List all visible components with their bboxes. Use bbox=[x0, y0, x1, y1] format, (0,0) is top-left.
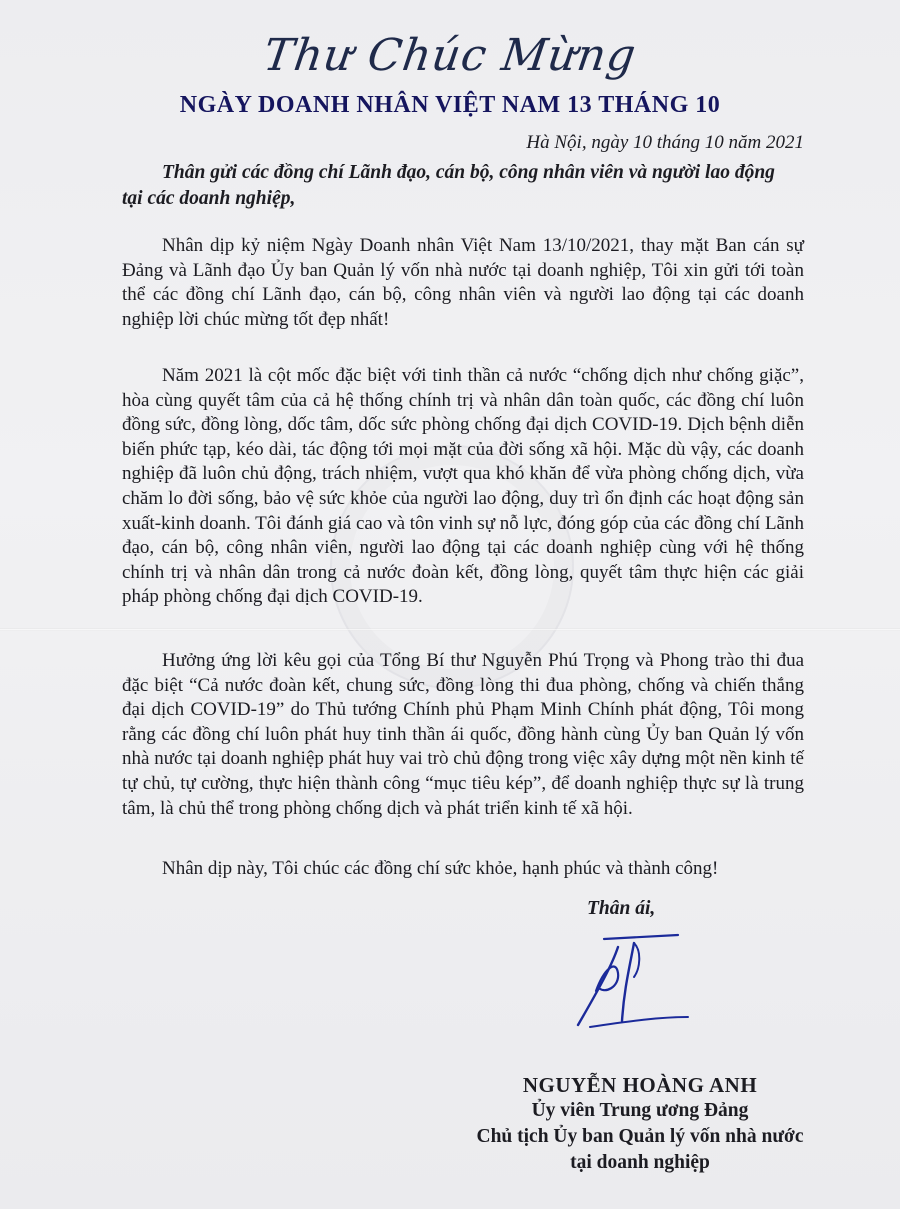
paragraph-2-text: Năm 2021 là cột mốc đặc biệt với tinh thần cả nước “chống dịch như chống giặc”, hòa cùng quyết tâm của cả hệ thống chính trị và nhân dân toàn quốc, các đồng chí luôn đồng sức, đồng lòng, dốc tâm, dốc sức phòng chống đại dịch COVID-19. Dịch bệnh diễn biến phức tạp, kéo dài, tác động tới mọi mặt của đời sống xã hội. Mặc dù vậy, các doanh nghiệp đã luôn chủ động, trách nhiệm, vượt qua khó khăn để vừa phòng chống dịch, vừa chăm lo đời sống, bảo vệ sức khỏe của người lao động, duy trì ổn định các hoạt động sản xuất-kinh doanh. Tôi đánh giá cao và tôn vinh sự nỗ lực, đóng góp của các đồng chí Lãnh đạo, cán bộ, công nhân viên, người lao động tại các doanh nghiệp cùng với hệ thống chính trị và nhân dân trong cả nước đoàn kết, đồng lòng, quyết tâm thực hiện các giải pháp phòng chống đại dịch COVID-19. bbox=[122, 365, 804, 608]
signer-title-2: Chủ tịch Ủy ban Quản lý vốn nhà nước bbox=[476, 1126, 804, 1147]
letter-date: Hà Nội, ngày 10 tháng 10 năm 2021 bbox=[526, 132, 804, 153]
paragraph-3-text: Hưởng ứng lời kêu gọi của Tổng Bí thư Nguyễn Phú Trọng và Phong trào thi đua đặc biệt “Cả nước đoàn kết, chung sức, đồng lòng thi đua phòng, chống và chiến thắng đại dịch COVID-19” do Thủ tướng Chính phủ Phạm Minh Chính phát động, Tôi mong rằng các đồng chí luôn phát huy tinh thần ái quốc, đồng hành cùng Ủy ban Quản lý vốn nhà nước tại doanh nghiệp phát huy vai trò chủ động trong việc xây dựng một nền kinh tế tự chủ, tự cường, thực hiện thành công “mục tiêu kép”, để doanh nghiệp thực sự là trung tâm, là chủ thể trong phòng chống dịch và phát triển kinh tế xã hội. bbox=[122, 650, 804, 819]
paragraph-3 bbox=[122, 649, 804, 821]
closing: Thân ái, bbox=[587, 898, 656, 919]
handwritten-signature bbox=[560, 925, 700, 1035]
greeting-line-2: tại các doanh nghiệp, bbox=[122, 188, 296, 209]
signer-block bbox=[440, 1072, 840, 1176]
paragraph-2 bbox=[122, 364, 804, 610]
letter-heading: NGÀY DOANH NHÂN VIỆT NAM 13 THÁNG 10 bbox=[179, 92, 721, 118]
signer-name: NGUYỄN HOÀNG ANH bbox=[522, 1073, 758, 1097]
paper-fold-line bbox=[0, 628, 900, 631]
signer-title-3: tại doanh nghiệp bbox=[570, 1152, 710, 1173]
greeting-line-1: Thân gửi các đồng chí Lãnh đạo, cán bộ, công nhân viên và người lao động bbox=[162, 162, 775, 183]
paragraph-4 bbox=[122, 857, 804, 882]
paragraph-1 bbox=[122, 234, 804, 332]
signer-title-1: Ủy viên Trung ương Đảng bbox=[531, 1100, 749, 1121]
paragraph-1-text: Nhân dịp kỷ niệm Ngày Doanh nhân Việt Nam 13/10/2021, thay mặt Ban cán sự Đảng và Lãnh đạo Ủy ban Quản lý vốn nhà nước tại doanh nghiệp, Tôi xin gửi tới toàn thể các đồng chí Lãnh đạo, cán bộ, công nhân viên và người lao động tại các doanh nghiệp lời chúc mừng tốt đẹp nhất! bbox=[122, 235, 804, 330]
script-title: Thư Chúc Mừng bbox=[260, 30, 640, 81]
greeting bbox=[122, 160, 804, 212]
paragraph-4-text: Nhân dịp này, Tôi chúc các đồng chí sức khỏe, hạnh phúc và thành công! bbox=[162, 858, 719, 879]
